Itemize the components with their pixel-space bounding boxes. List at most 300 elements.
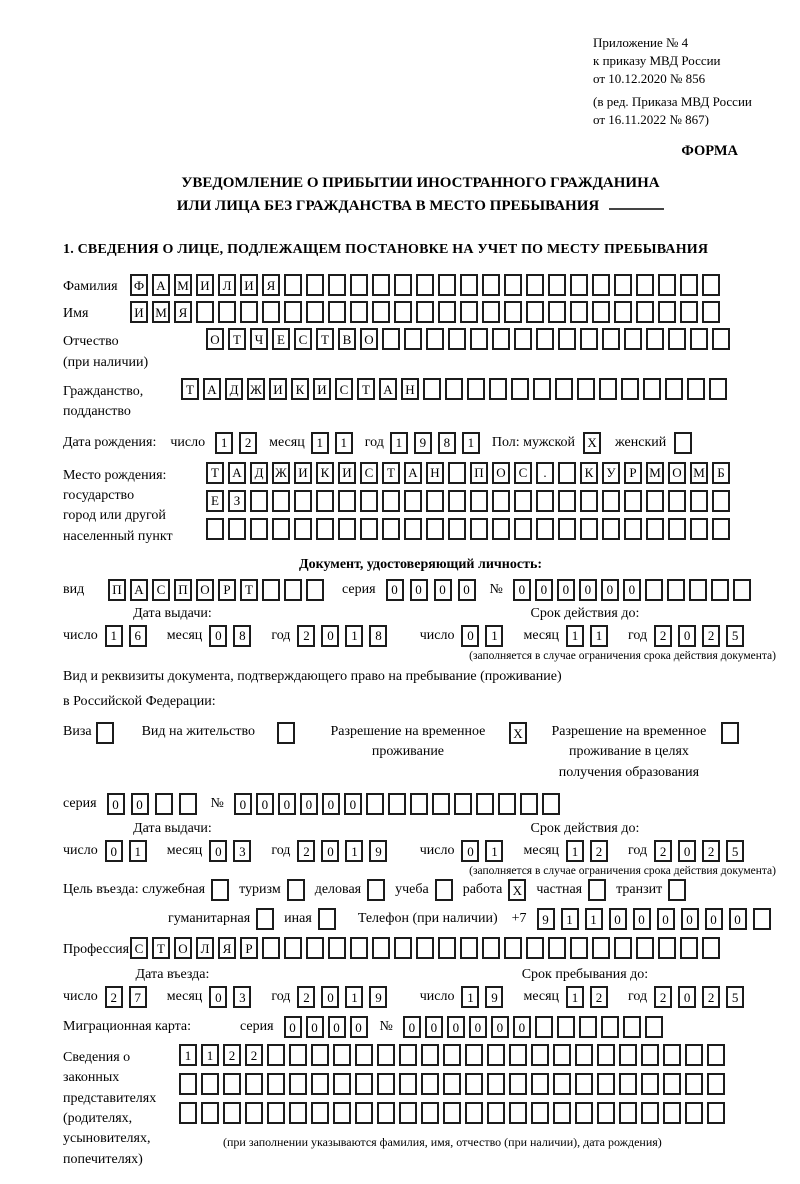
cell[interactable] — [294, 490, 312, 512]
cell[interactable]: 1 — [585, 908, 603, 930]
cell[interactable] — [712, 328, 730, 350]
cell[interactable] — [155, 793, 173, 815]
cell[interactable] — [218, 301, 236, 323]
cell[interactable]: 0 — [321, 840, 339, 862]
cell[interactable] — [467, 378, 485, 400]
cell[interactable] — [465, 1102, 483, 1124]
cell[interactable] — [179, 793, 197, 815]
cell[interactable] — [498, 793, 516, 815]
cell[interactable] — [621, 378, 639, 400]
cell[interactable]: 2 — [590, 986, 608, 1008]
cell[interactable] — [438, 274, 456, 296]
doc-issue-year-cells[interactable] — [297, 625, 393, 647]
cell[interactable] — [663, 1044, 681, 1066]
cell[interactable] — [526, 937, 544, 959]
purpose-work-checkbox[interactable]: X — [508, 879, 526, 901]
cell[interactable] — [245, 1073, 263, 1095]
cell[interactable] — [333, 1044, 351, 1066]
cell[interactable] — [689, 579, 707, 601]
visa-checkbox[interactable] — [96, 722, 114, 744]
cell[interactable] — [712, 490, 730, 512]
cell[interactable]: 1 — [179, 1044, 197, 1066]
cell[interactable] — [646, 490, 664, 512]
cell[interactable] — [311, 1073, 329, 1095]
cell[interactable]: 0 — [469, 1016, 487, 1038]
cell[interactable] — [338, 518, 356, 540]
cell[interactable] — [482, 301, 500, 323]
cell[interactable] — [520, 793, 538, 815]
cell[interactable]: 0 — [321, 625, 339, 647]
cell[interactable]: 0 — [209, 986, 227, 1008]
cell[interactable] — [426, 518, 444, 540]
cell[interactable] — [614, 274, 632, 296]
cell[interactable] — [570, 274, 588, 296]
cell[interactable] — [489, 378, 507, 400]
cell[interactable] — [536, 490, 554, 512]
cell[interactable] — [680, 274, 698, 296]
cell[interactable]: Т — [181, 378, 199, 400]
cell[interactable] — [448, 462, 466, 484]
cell[interactable] — [421, 1102, 439, 1124]
cell[interactable]: 1 — [345, 625, 363, 647]
cell[interactable] — [284, 274, 302, 296]
cell[interactable] — [394, 301, 412, 323]
migration-number-cells[interactable] — [403, 1016, 667, 1038]
cell[interactable] — [702, 301, 720, 323]
cell[interactable]: 0 — [557, 579, 575, 601]
cell[interactable] — [658, 301, 676, 323]
cell[interactable]: А — [203, 378, 221, 400]
cell[interactable] — [460, 301, 478, 323]
cell[interactable] — [423, 378, 441, 400]
cell[interactable]: А — [130, 579, 148, 601]
cell[interactable] — [394, 274, 412, 296]
cell[interactable] — [355, 1102, 373, 1124]
cell[interactable]: 0 — [425, 1016, 443, 1038]
cell[interactable]: 0 — [131, 793, 149, 815]
cell[interactable]: 0 — [434, 579, 452, 601]
cell[interactable] — [267, 1102, 285, 1124]
cell[interactable] — [592, 301, 610, 323]
purpose-commercial-checkbox[interactable] — [367, 879, 385, 901]
cell[interactable]: У — [602, 462, 620, 484]
cell[interactable]: И — [196, 274, 214, 296]
cell[interactable] — [338, 490, 356, 512]
cell[interactable] — [658, 274, 676, 296]
cell[interactable] — [416, 301, 434, 323]
residence-expiry-month-cells[interactable] — [566, 840, 614, 862]
cell[interactable] — [690, 518, 708, 540]
cell[interactable]: И — [130, 301, 148, 323]
cell[interactable]: С — [360, 462, 378, 484]
cell[interactable] — [680, 937, 698, 959]
cell[interactable]: М — [174, 274, 192, 296]
cell[interactable] — [601, 1016, 619, 1038]
cell[interactable]: С — [130, 937, 148, 959]
cell[interactable] — [360, 518, 378, 540]
cell[interactable] — [548, 274, 566, 296]
cell[interactable]: 0 — [256, 793, 274, 815]
doc-series-cells[interactable] — [386, 579, 482, 601]
cell[interactable] — [201, 1102, 219, 1124]
cell[interactable]: 0 — [209, 625, 227, 647]
cell[interactable] — [377, 1044, 395, 1066]
entry-month-cells[interactable] — [209, 986, 257, 1008]
cell[interactable]: 7 — [129, 986, 147, 1008]
cell[interactable] — [382, 518, 400, 540]
birth-year-cells[interactable] — [390, 432, 486, 454]
cell[interactable] — [262, 579, 280, 601]
cell[interactable]: Р — [624, 462, 642, 484]
cell[interactable]: 9 — [414, 432, 432, 454]
cell[interactable] — [328, 274, 346, 296]
cell[interactable] — [685, 1102, 703, 1124]
cell[interactable] — [624, 490, 642, 512]
cell[interactable] — [294, 518, 312, 540]
cell[interactable] — [445, 378, 463, 400]
cell[interactable] — [399, 1073, 417, 1095]
cell[interactable]: М — [690, 462, 708, 484]
cell[interactable]: 3 — [233, 840, 251, 862]
cell[interactable] — [687, 378, 705, 400]
cell[interactable] — [372, 274, 390, 296]
cell[interactable] — [636, 301, 654, 323]
cell[interactable] — [641, 1073, 659, 1095]
profession-cells[interactable] — [130, 937, 724, 959]
cell[interactable]: 0 — [410, 579, 428, 601]
cell[interactable] — [262, 301, 280, 323]
cell[interactable] — [388, 793, 406, 815]
cell[interactable] — [504, 937, 522, 959]
cell[interactable] — [535, 1016, 553, 1038]
cell[interactable]: . — [536, 462, 554, 484]
cell[interactable] — [553, 1102, 571, 1124]
cell[interactable] — [645, 579, 663, 601]
cell[interactable] — [668, 328, 686, 350]
cell[interactable] — [514, 518, 532, 540]
cell[interactable]: Я — [218, 937, 236, 959]
cell[interactable] — [623, 1016, 641, 1038]
cell[interactable]: Т — [316, 328, 334, 350]
patronymic-cells[interactable] — [206, 328, 734, 350]
cell[interactable] — [416, 274, 434, 296]
cell[interactable] — [526, 301, 544, 323]
cell[interactable]: О — [206, 328, 224, 350]
cell[interactable] — [643, 378, 661, 400]
cell[interactable] — [711, 579, 729, 601]
cell[interactable]: 9 — [369, 986, 387, 1008]
cell[interactable]: 0 — [705, 908, 723, 930]
cell[interactable]: 9 — [369, 840, 387, 862]
cell[interactable] — [542, 793, 560, 815]
cell[interactable] — [733, 579, 751, 601]
cell[interactable]: 8 — [233, 625, 251, 647]
cell[interactable]: 0 — [579, 579, 597, 601]
cell[interactable] — [709, 378, 727, 400]
purpose-other-checkbox[interactable] — [318, 908, 336, 930]
cell[interactable] — [685, 1044, 703, 1066]
cell[interactable] — [350, 937, 368, 959]
cell[interactable] — [614, 301, 632, 323]
cell[interactable]: 0 — [513, 1016, 531, 1038]
cell[interactable]: Т — [228, 328, 246, 350]
cell[interactable] — [272, 518, 290, 540]
cell[interactable] — [509, 1102, 527, 1124]
cell[interactable] — [267, 1044, 285, 1066]
cell[interactable]: Е — [206, 490, 224, 512]
cell[interactable] — [448, 518, 466, 540]
cell[interactable] — [350, 301, 368, 323]
purpose-tourism-checkbox[interactable] — [287, 879, 305, 901]
cell[interactable] — [306, 274, 324, 296]
cell[interactable]: Т — [152, 937, 170, 959]
cell[interactable] — [316, 490, 334, 512]
cell[interactable]: А — [404, 462, 422, 484]
cell[interactable] — [646, 328, 664, 350]
cell[interactable] — [372, 937, 390, 959]
cell[interactable]: 2 — [702, 986, 720, 1008]
cell[interactable] — [240, 301, 258, 323]
birth-day-cells[interactable] — [215, 432, 263, 454]
cell[interactable] — [602, 490, 620, 512]
cell[interactable] — [470, 518, 488, 540]
cell[interactable] — [328, 301, 346, 323]
cell[interactable]: К — [316, 462, 334, 484]
cell[interactable] — [658, 937, 676, 959]
cell[interactable]: Д — [250, 462, 268, 484]
cell[interactable]: 1 — [461, 986, 479, 1008]
cell[interactable] — [641, 1044, 659, 1066]
cell[interactable] — [438, 301, 456, 323]
cell[interactable] — [668, 518, 686, 540]
stay-month-cells[interactable] — [566, 986, 614, 1008]
cell[interactable] — [179, 1102, 197, 1124]
cell[interactable]: И — [269, 378, 287, 400]
cell[interactable] — [702, 274, 720, 296]
cell[interactable] — [416, 937, 434, 959]
cell[interactable]: Б — [712, 462, 730, 484]
cell[interactable]: 2 — [702, 625, 720, 647]
cell[interactable]: 0 — [678, 625, 696, 647]
cell[interactable] — [267, 1073, 285, 1095]
cell[interactable]: 0 — [234, 793, 252, 815]
cell[interactable]: Л — [218, 274, 236, 296]
cell[interactable] — [645, 1016, 663, 1038]
cell[interactable]: 9 — [537, 908, 555, 930]
cell[interactable] — [602, 518, 620, 540]
purpose-transit-checkbox[interactable] — [668, 879, 686, 901]
cell[interactable] — [443, 1073, 461, 1095]
cell[interactable] — [316, 518, 334, 540]
cell[interactable]: Ч — [250, 328, 268, 350]
cell[interactable]: 1 — [462, 432, 480, 454]
doc-number-cells[interactable] — [513, 579, 755, 601]
cell[interactable]: 2 — [297, 840, 315, 862]
repr-cells-1[interactable] — [179, 1044, 729, 1066]
cell[interactable] — [514, 328, 532, 350]
cell[interactable] — [250, 490, 268, 512]
cell[interactable] — [665, 378, 683, 400]
cell[interactable] — [306, 937, 324, 959]
cell[interactable] — [454, 793, 472, 815]
purpose-private-checkbox[interactable] — [588, 879, 606, 901]
cell[interactable] — [333, 1102, 351, 1124]
cell[interactable]: 2 — [297, 625, 315, 647]
cell[interactable] — [712, 518, 730, 540]
cell[interactable]: 0 — [300, 793, 318, 815]
cell[interactable]: Н — [401, 378, 419, 400]
cell[interactable]: 0 — [386, 579, 404, 601]
cell[interactable] — [487, 1044, 505, 1066]
cell[interactable]: 8 — [438, 432, 456, 454]
cell[interactable] — [443, 1102, 461, 1124]
birth-place-cells-1[interactable] — [206, 462, 734, 484]
cell[interactable]: Т — [357, 378, 375, 400]
cell[interactable]: 0 — [461, 625, 479, 647]
cell[interactable]: В — [338, 328, 356, 350]
cell[interactable]: 2 — [245, 1044, 263, 1066]
cell[interactable] — [592, 274, 610, 296]
cell[interactable] — [470, 328, 488, 350]
cell[interactable] — [753, 908, 771, 930]
birth-place-cells-3[interactable] — [206, 518, 734, 540]
cell[interactable] — [443, 1044, 461, 1066]
cell[interactable] — [619, 1073, 637, 1095]
cell[interactable] — [646, 518, 664, 540]
cell[interactable] — [707, 1102, 725, 1124]
cell[interactable]: 1 — [566, 625, 584, 647]
doc-expiry-day-cells[interactable] — [461, 625, 509, 647]
residence-series-cells[interactable] — [107, 793, 203, 815]
cell[interactable] — [460, 937, 478, 959]
cell[interactable] — [558, 328, 576, 350]
cell[interactable] — [619, 1102, 637, 1124]
cell[interactable] — [663, 1102, 681, 1124]
cell[interactable] — [487, 1073, 505, 1095]
cell[interactable]: 2 — [590, 840, 608, 862]
cell[interactable] — [366, 793, 384, 815]
doc-type-cells[interactable] — [108, 579, 328, 601]
cell[interactable]: С — [514, 462, 532, 484]
repr-cells-3[interactable] — [179, 1102, 729, 1124]
cell[interactable] — [553, 1044, 571, 1066]
cell[interactable]: И — [313, 378, 331, 400]
cell[interactable]: 6 — [129, 625, 147, 647]
cell[interactable]: 0 — [609, 908, 627, 930]
purpose-study-checkbox[interactable] — [435, 879, 453, 901]
citizenship-cells[interactable] — [181, 378, 731, 400]
cell[interactable] — [206, 518, 224, 540]
cell[interactable]: 2 — [297, 986, 315, 1008]
cell[interactable] — [306, 301, 324, 323]
temp-residence-edu-checkbox[interactable] — [721, 722, 739, 744]
cell[interactable] — [399, 1102, 417, 1124]
cell[interactable]: 5 — [726, 840, 744, 862]
cell[interactable] — [509, 1073, 527, 1095]
cell[interactable]: 1 — [105, 625, 123, 647]
cell[interactable] — [558, 518, 576, 540]
cell[interactable] — [377, 1073, 395, 1095]
cell[interactable]: 0 — [105, 840, 123, 862]
cell[interactable] — [492, 490, 510, 512]
cell[interactable] — [426, 328, 444, 350]
cell[interactable]: П — [108, 579, 126, 601]
cell[interactable]: О — [174, 937, 192, 959]
cell[interactable]: 0 — [623, 579, 641, 601]
temp-residence-checkbox[interactable]: X — [509, 722, 527, 744]
cell[interactable] — [636, 937, 654, 959]
cell[interactable] — [570, 301, 588, 323]
cell[interactable]: 1 — [590, 625, 608, 647]
cell[interactable]: Т — [382, 462, 400, 484]
sex-female-checkbox[interactable] — [674, 432, 692, 454]
cell[interactable]: О — [668, 462, 686, 484]
cell[interactable] — [448, 490, 466, 512]
cell[interactable] — [570, 937, 588, 959]
cell[interactable] — [201, 1073, 219, 1095]
cell[interactable] — [377, 1102, 395, 1124]
cell[interactable] — [592, 937, 610, 959]
residence-number-cells[interactable] — [234, 793, 564, 815]
cell[interactable]: 0 — [601, 579, 619, 601]
cell[interactable] — [602, 328, 620, 350]
cell[interactable]: 1 — [566, 840, 584, 862]
residence-issue-day-cells[interactable] — [105, 840, 153, 862]
cell[interactable] — [579, 1016, 597, 1038]
cell[interactable]: Я — [174, 301, 192, 323]
cell[interactable] — [306, 579, 324, 601]
cell[interactable] — [410, 793, 428, 815]
cell[interactable] — [289, 1073, 307, 1095]
entry-year-cells[interactable] — [297, 986, 393, 1008]
cell[interactable]: 0 — [657, 908, 675, 930]
cell[interactable] — [641, 1102, 659, 1124]
cell[interactable] — [426, 490, 444, 512]
cell[interactable] — [533, 378, 551, 400]
cell[interactable] — [599, 378, 617, 400]
stay-day-cells[interactable] — [461, 986, 509, 1008]
cell[interactable] — [404, 328, 422, 350]
cell[interactable]: 1 — [485, 625, 503, 647]
cell[interactable]: 0 — [350, 1016, 368, 1038]
cell[interactable]: 0 — [322, 793, 340, 815]
stay-year-cells[interactable] — [654, 986, 750, 1008]
cell[interactable] — [465, 1044, 483, 1066]
cell[interactable] — [372, 301, 390, 323]
cell[interactable] — [223, 1102, 241, 1124]
cell[interactable]: К — [291, 378, 309, 400]
given-name-cells[interactable] — [130, 301, 724, 323]
cell[interactable] — [526, 274, 544, 296]
cell[interactable] — [382, 490, 400, 512]
cell[interactable]: 2 — [654, 986, 672, 1008]
cell[interactable] — [284, 579, 302, 601]
cell[interactable]: Я — [262, 274, 280, 296]
cell[interactable] — [245, 1102, 263, 1124]
repr-cells-2[interactable] — [179, 1073, 729, 1095]
cell[interactable]: М — [646, 462, 664, 484]
cell[interactable] — [558, 462, 576, 484]
cell[interactable] — [432, 793, 450, 815]
cell[interactable] — [531, 1102, 549, 1124]
cell[interactable] — [328, 937, 346, 959]
cell[interactable] — [196, 301, 214, 323]
cell[interactable] — [557, 1016, 575, 1038]
cell[interactable] — [289, 1044, 307, 1066]
cell[interactable] — [179, 1073, 197, 1095]
cell[interactable] — [690, 328, 708, 350]
doc-issue-day-cells[interactable] — [105, 625, 153, 647]
